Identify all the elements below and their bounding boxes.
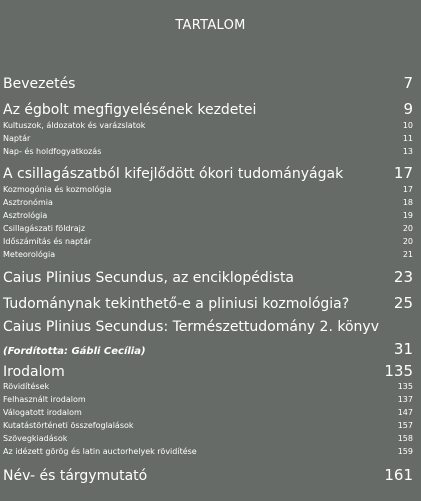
toc-subentry-title: Az idézett görög és latin auctorhelyek rövidítése <box>3 447 197 456</box>
toc-subentry-page: 159 <box>397 447 413 456</box>
toc-entry-mutato[interactable] <box>3 466 413 484</box>
toc-entry-title: Caius Plinius Secundus, az enciklopédista <box>3 270 295 286</box>
toc-subentry-title: Rövidítések <box>3 382 50 391</box>
toc-entry-csillagaszat[interactable] <box>3 164 413 182</box>
toc-subentry-page: 19 <box>402 211 413 220</box>
translator-credit: (Fordította: Gábli Cecília) <box>3 346 146 357</box>
toc-subentry[interactable] <box>3 198 413 207</box>
toc-subentry-title: Meteorológia <box>3 250 56 259</box>
toc-subentry-page: 17 <box>402 185 413 194</box>
toc-entry-title: Bevezetés <box>3 76 76 92</box>
toc-entry-page: 7 <box>403 74 413 92</box>
toc-subentry[interactable] <box>3 421 413 430</box>
toc-subentry-title: Csillagászati földrajz <box>3 224 86 233</box>
toc-entry-page: 23 <box>393 268 413 286</box>
toc-subentry[interactable] <box>3 224 413 233</box>
toc-subentry[interactable] <box>3 250 413 259</box>
toc-subentry-title: Kultuszok, áldozatok és varázslatok <box>3 121 146 130</box>
toc-entry-page: 31 <box>393 340 413 358</box>
toc-subentry[interactable] <box>3 447 413 456</box>
toc-subentry-page: 18 <box>402 198 413 207</box>
toc-subentry-page: 20 <box>402 237 413 246</box>
toc-entry-title: Az égbolt megfigyelésének kezdetei <box>3 102 257 118</box>
toc-subentry-title: Kutatástörténeti összefoglalások <box>3 421 134 430</box>
toc-subentry-page: 20 <box>402 224 413 233</box>
toc-entry-page: 135 <box>384 362 413 380</box>
toc-subentry[interactable] <box>3 211 413 220</box>
toc-subentry-title: Szövegkiadások <box>3 434 68 443</box>
toc-subentry-page: 137 <box>397 395 413 404</box>
toc-entry-termeszettudomany[interactable] <box>3 319 413 335</box>
toc-subentry-page: 13 <box>402 147 413 156</box>
toc-subentry[interactable] <box>3 395 413 404</box>
toc-subentry-title: Felhasznált irodalom <box>3 395 86 404</box>
toc-subentry[interactable] <box>3 408 413 417</box>
toc-entry-title: Irodalom <box>3 364 65 380</box>
toc-entry-egbolt[interactable] <box>3 100 413 118</box>
toc-subentry-title: Nap- és holdfogyatkozás <box>3 147 102 156</box>
toc-subentry-page: 11 <box>402 134 413 143</box>
toc-subentry-page: 158 <box>397 434 413 443</box>
page-title: TARTALOM <box>175 18 246 33</box>
toc-entry-page: 25 <box>393 294 413 312</box>
toc-entry-bevezetes[interactable] <box>3 74 413 92</box>
toc-subentry-title: Válogatott irodalom <box>3 408 82 417</box>
toc-subentry-title: Időszámítás és naptár <box>3 237 92 246</box>
toc-entry-irodalom[interactable] <box>3 362 413 380</box>
toc-entry-title: A csillagászatból kifejlődött ókori tudományágak <box>3 166 344 182</box>
toc-subentry-page: 157 <box>397 421 413 430</box>
toc-subentry[interactable] <box>3 434 413 443</box>
toc-entry-translator[interactable] <box>3 340 413 358</box>
toc-subentry[interactable] <box>3 185 413 194</box>
toc-subentry-title: Asztronómia <box>3 198 53 207</box>
toc-entry-page: 17 <box>393 164 413 182</box>
toc-subentry[interactable] <box>3 134 413 143</box>
toc-subentry[interactable] <box>3 121 413 130</box>
toc-entry-title: Caius Plinius Secundus: Természettudomány 2. könyv <box>3 319 379 335</box>
toc-entry-kozmologia[interactable] <box>3 294 413 312</box>
toc-subentry[interactable] <box>3 237 413 246</box>
toc-entry-enciklopedista[interactable] <box>3 268 413 286</box>
toc-subentry-page: 10 <box>402 121 413 130</box>
toc-subentry-page: 147 <box>397 408 413 417</box>
toc-entry-title: Név- és tárgymutató <box>3 468 148 484</box>
toc-subentry[interactable] <box>3 147 413 156</box>
toc-subentry-title: Kozmogónia és kozmológia <box>3 185 112 194</box>
toc-entry-page: 9 <box>403 100 413 118</box>
toc-subentry-page: 21 <box>402 250 413 259</box>
toc-subentry-title: Naptár <box>3 134 31 143</box>
toc-subentry-page: 135 <box>397 382 413 391</box>
toc-entry-page: 161 <box>384 466 413 484</box>
toc-entry-title: Tudománynak tekinthető-e a pliniusi kozmológia? <box>3 296 350 312</box>
toc-subentry-title: Asztrológia <box>3 211 48 220</box>
toc-subentry[interactable] <box>3 382 413 391</box>
